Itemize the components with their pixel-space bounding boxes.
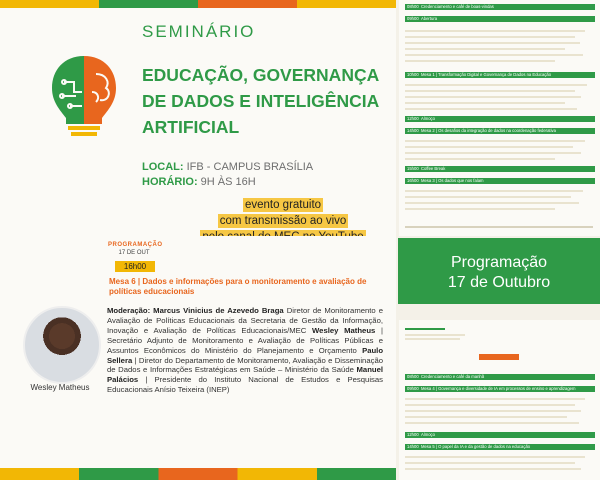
schedule-row: 14h00 Mesa 2 | Os desafios da integração de dados na coordenação federativa: [405, 128, 595, 134]
schedule-row: 09h00 Abertura: [405, 16, 595, 22]
event-title: EDUCAÇÃO, GOVERNANÇA DE DADOS E INTELIGÊNCIA ARTIFICIAL: [142, 65, 379, 137]
schedule-sheet-bottom: [399, 320, 600, 480]
banner-date: 17 de Outubro: [447, 274, 551, 291]
promo-line-1: evento gratuito: [244, 199, 322, 211]
location-label: LOCAL:: [142, 161, 184, 173]
panelist-3-role: | Presidente do Instituto Nacional de Estudos e Pesquisas Educacionais Anísio Teixeira (INEP): [107, 375, 383, 395]
schedule-line: [142, 176, 256, 188]
schedule-row: 12h00 Almoço: [405, 432, 595, 438]
panelist-2-role: | Diretor do Departamento de Monitoramento, Avaliação e Disseminação de Dados e Informações Estratégicas em Saúde – Ministério da Saúde: [107, 355, 383, 375]
schedule-row: 14h00 Mesa 5 | O papel da IA e da gestão de dados na educação: [405, 444, 595, 450]
schedule-value: 9H ÀS 16H: [200, 176, 256, 188]
decorative-stripe: [0, 0, 396, 8]
schedule-row: 16h00 Mesa 3 | Os dados que nos falam: [405, 178, 595, 184]
session-time: 16h00: [115, 261, 155, 272]
schedule-row: 08h00 Credenciamento e café de boas-vindas: [405, 4, 595, 10]
speaker-avatar: [23, 306, 101, 384]
lightbulb-brain-icon: [44, 52, 124, 142]
moderator-name: Moderação: Marcus Vinicius de Azevedo Braga: [107, 306, 284, 315]
schedule-row: 09h00 Mesa 4 | Governança e diversidade de IA em processos de ensino e aprendizagem: [405, 386, 595, 392]
schedule-row: 08h00 Credenciamento e café da manhã: [405, 374, 595, 380]
moderator-role: Diretor de Monitoramento e Avaliação de Políticas Educacionais da Secretaria de Gestão da Informação, Inovação e Avaliação de Políticas Educacionais/MEC: [107, 306, 384, 335]
panelist-2-name: Paulo Sellera: [107, 345, 384, 365]
session-title: Mesa 6 | Dados e informações para o monitoramento e avaliação de políticas educacionais: [109, 277, 367, 296]
schedule-sheet-top: [399, 0, 600, 236]
schedule-row: 10h00 Mesa 1 | Transformação Digital e Governança de Dados na Educação: [405, 72, 595, 78]
location-line: [142, 161, 313, 173]
schedule-label: HORÁRIO:: [142, 176, 198, 188]
decorative-stripe: [0, 468, 396, 480]
banner-title: Programação: [450, 254, 548, 271]
event-poster: [0, 0, 396, 236]
panelist-3-name: Manuel Palácios: [107, 365, 383, 385]
schedule-tag-date: 17 DE OUT: [118, 250, 150, 256]
session-description: [107, 306, 383, 395]
session-card: [0, 236, 396, 480]
schedule-tag-label: PROGRAMAÇÃO: [108, 242, 163, 248]
location-value: IFB - CAMPUS BRASÍLIA: [186, 161, 314, 173]
speaker-name: Wesley Matheus: [30, 383, 90, 392]
promo-line-2: com transmissão ao vivo: [219, 215, 347, 227]
schedule-row: 12h00 Almoço: [405, 116, 595, 122]
schedule-banner: [398, 238, 600, 304]
panelist-1-name: Wesley Matheus: [312, 325, 376, 335]
schedule-row: 15h00 Coffee Break: [405, 166, 595, 172]
seminar-label: SEMINÁRIO: [142, 22, 256, 41]
panelist-1-role: | Secretário Adjunto de Monitoramento e Avaliação de Políticas Públicas e Assuntos Econômicos do Ministério do Planejamento e Orçamento: [107, 325, 383, 355]
